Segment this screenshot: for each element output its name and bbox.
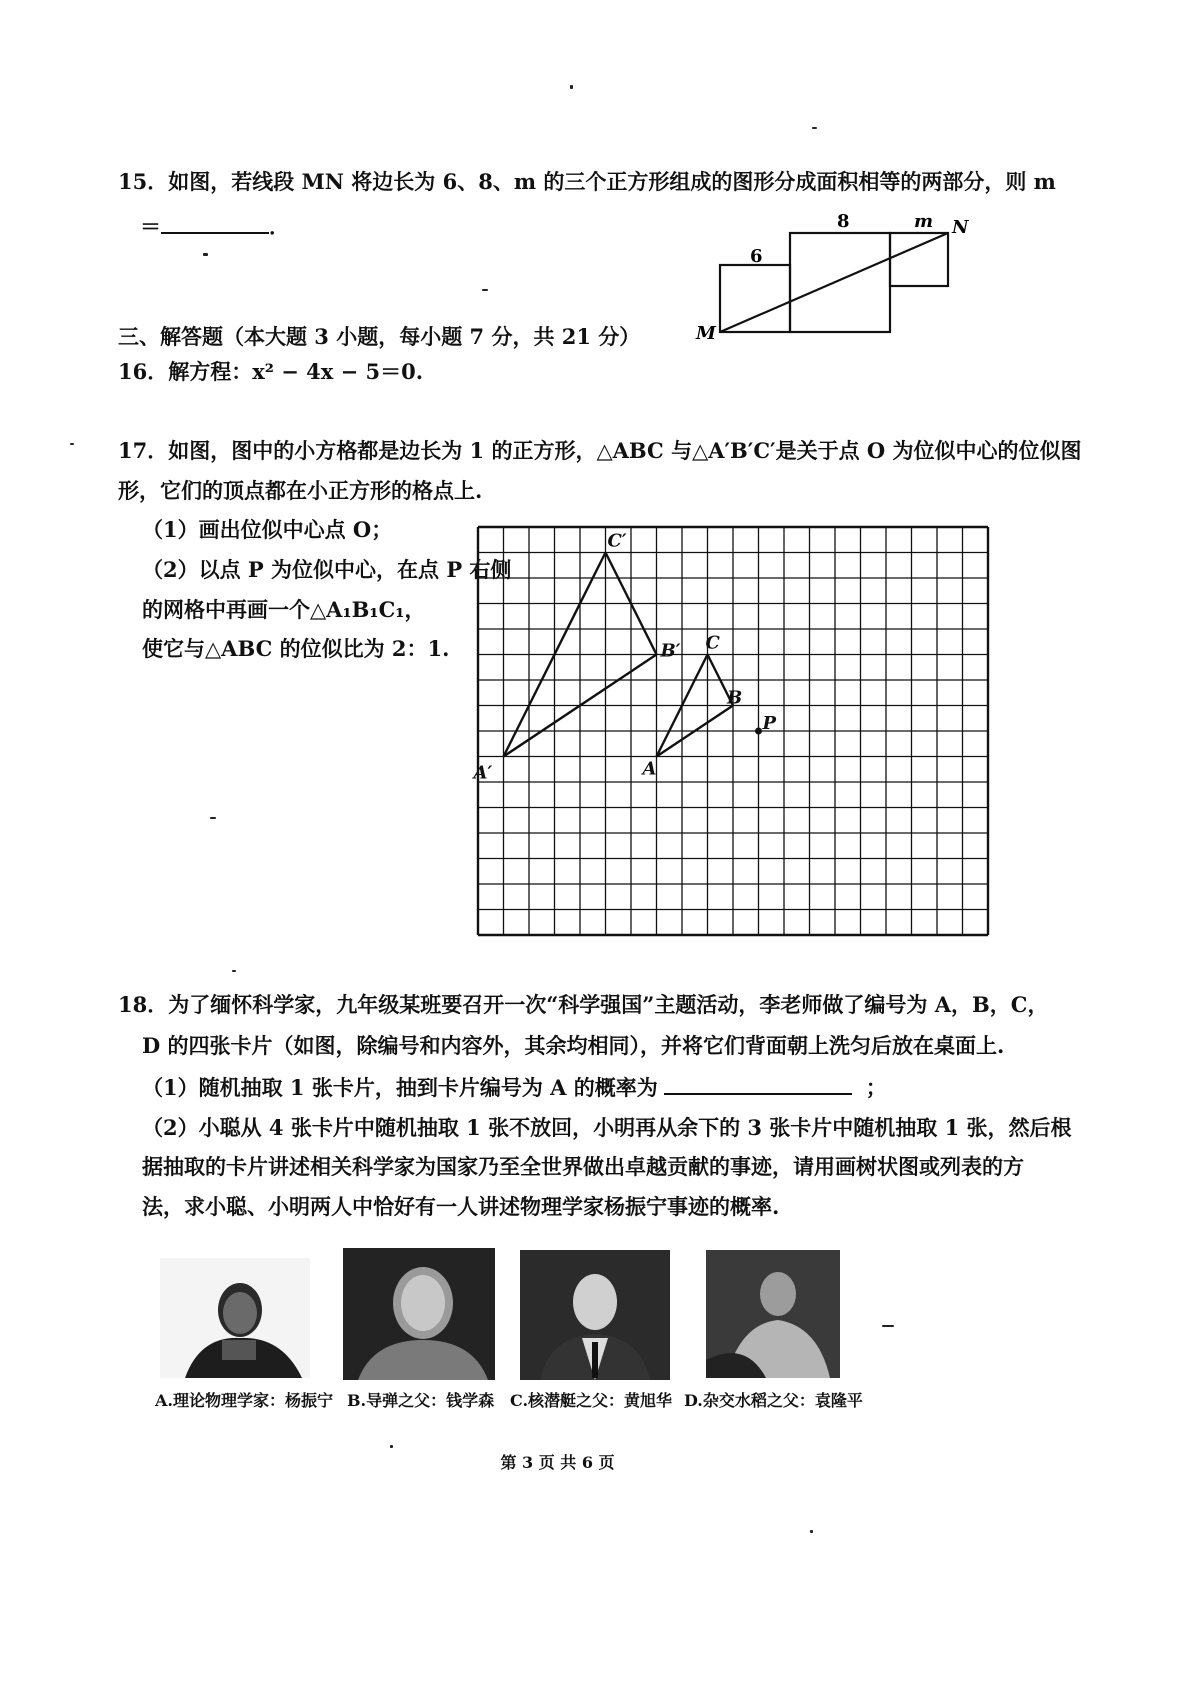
point-p: [755, 728, 762, 735]
q16-text: 16．解方程：x² − 4x − 5＝0.: [118, 359, 424, 384]
q18-line2: D 的四张卡片（如图，除编号和内容外，其余均相同），并将它们背面朝上洗匀后放在桌面上.: [142, 1033, 1005, 1058]
card-d-caption: D.杂交水稻之父：袁隆平: [684, 1391, 863, 1410]
card-c-photo: [520, 1250, 670, 1380]
q18-sub1: （1）随机抽取 1 张卡片，抽到卡片编号为 A 的概率为: [142, 1075, 658, 1100]
q17-sub2b: 的网格中再画一个△A₁B₁C₁，: [142, 597, 426, 622]
label-bp: B′: [660, 640, 681, 662]
q15-answer-blank[interactable]: [161, 210, 269, 234]
scan-speck: [232, 970, 236, 972]
q15-equals: ＝: [140, 214, 161, 239]
q17-sub1: （1）画出位似中心点 O；: [142, 517, 393, 542]
grid-lines: [478, 527, 988, 935]
q15-squares-figure: [690, 205, 990, 350]
label-c: C: [705, 632, 720, 654]
vertex-labels: [472, 531, 777, 784]
label-6: 6: [750, 246, 763, 267]
q15-period: ．: [269, 214, 290, 239]
page-footer: 第 3 页 共 6 页: [500, 1453, 615, 1472]
label-b: B: [727, 687, 743, 709]
card-c-caption: C.核潜艇之父：黄旭华: [510, 1391, 673, 1410]
square-m: [890, 233, 948, 286]
card-b-photo: [343, 1248, 495, 1380]
square-8: [790, 233, 890, 332]
card-a-caption: A.理论物理学家：杨振宁: [155, 1391, 333, 1410]
q17-grid-figure: [470, 520, 1020, 940]
q17-line1: 17．如图，图中的小方格都是边长为 1 的正方形，△ABC 与△A′B′C′是关于点 O 为位似中心的位似图: [118, 438, 1082, 463]
scan-speck: [570, 85, 573, 89]
label-n: N: [952, 217, 969, 238]
label-m-point: M: [696, 323, 716, 344]
q18-answer-blank[interactable]: [664, 1071, 852, 1095]
scan-speck: [482, 289, 488, 291]
label-a: A: [642, 758, 657, 780]
scan-speck: [210, 817, 216, 819]
q18-sub1-line: [142, 1071, 887, 1103]
q17-line2: 形，它们的顶点都在小正方形的格点上.: [118, 478, 483, 503]
q18-sub1-end: ；: [865, 1075, 887, 1100]
label-8: 8: [837, 211, 850, 232]
scan-speck: [70, 443, 74, 445]
portrait-a-icon: [160, 1258, 310, 1378]
portrait-b-icon: [343, 1248, 495, 1380]
label-ap: A′: [473, 762, 493, 784]
card-b-caption: B.导弹之父：钱学森: [347, 1391, 495, 1410]
scan-speck: [810, 1530, 813, 1533]
q18-sub2-line2: 据抽取的卡片讲述相关科学家为国家乃至全世界做出卓越贡献的事迹，请用画树状图或列表的方: [142, 1154, 1024, 1179]
scan-speck: [882, 1325, 894, 1327]
q18-sub2-line3: 法，求小聪、小明两人中恰好有一人讲述物理学家杨振宁事迹的概率.: [142, 1194, 780, 1219]
q18-sub2-line1: （2）小聪从 4 张卡片中随机抽取 1 张不放回，小明再从余下的 3 张卡片中随机抽取 1 张，然后根: [142, 1115, 1072, 1140]
label-m: m: [914, 211, 934, 232]
square-6: [720, 265, 790, 332]
q15-text: 15．如图，若线段 MN 将边长为 6、8、m 的三个正方形组成的图形分成面积相等的两部分，则 m: [118, 169, 1056, 194]
q18-line1: 18．为了缅怀科学家，九年级某班要召开一次“科学强国”主题活动，李老师做了编号为 A，B，C，: [118, 992, 1049, 1017]
scan-speck: [203, 253, 208, 256]
scan-speck: [812, 127, 817, 129]
q17-sub2c: 使它与△ABC 的位似比为 2：1.: [142, 636, 450, 661]
label-cp: C′: [607, 530, 627, 552]
q17-sub2a: （2）以点 P 为位似中心，在点 P 右侧: [142, 557, 512, 582]
label-p: P: [762, 713, 777, 734]
scan-speck: [390, 1445, 393, 1448]
q15-answer-line: [140, 210, 290, 242]
card-d-photo: [706, 1250, 840, 1378]
portrait-d-icon: [706, 1250, 840, 1378]
portrait-c-icon: [520, 1250, 670, 1380]
section-heading: 三、解答题（本大题 3 小题，每小题 7 分，共 21 分）: [118, 324, 641, 349]
card-a-photo: [160, 1258, 310, 1378]
